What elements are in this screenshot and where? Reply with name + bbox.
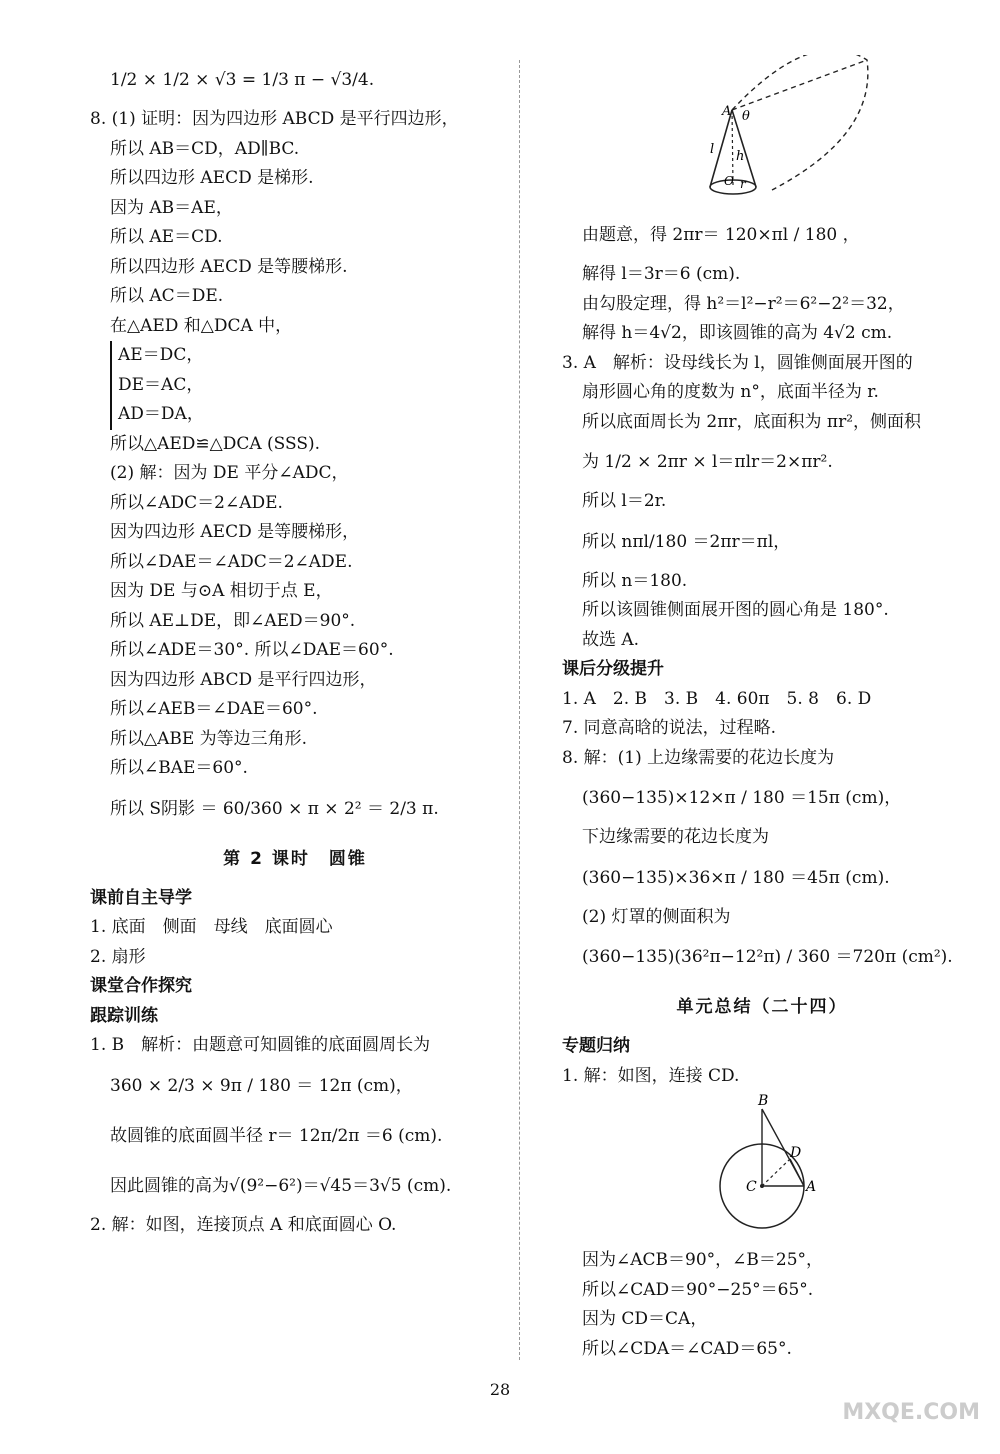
q8-line: 所以∠AEB＝∠DAE＝60°. xyxy=(110,699,318,719)
q8-line: 在△AED 和△DCA 中， xyxy=(110,315,293,336)
q8-line: 所以∠DAE＝∠ADC＝2∠ADE. xyxy=(110,551,353,572)
cone-label-l: l xyxy=(710,142,715,157)
heading-topic: 专题归纳 xyxy=(562,1036,630,1056)
page-number: 28 xyxy=(489,1380,511,1399)
solution-line: 解得 h＝4√2，即该圆锥的高为 4√2 cm. xyxy=(582,323,893,343)
q8-line: 所以四边形 AECD 是等腰梯形. xyxy=(110,256,348,277)
circle-label-a: A xyxy=(806,1179,817,1195)
unit-line: 因为∠ACB＝90°，∠B＝25°， xyxy=(582,1250,824,1270)
pre-line: 2. 扇形 xyxy=(90,946,146,967)
cone-label-a: A xyxy=(722,104,732,119)
answer-line: (360−135)×36×π / 180 ＝45π (cm). xyxy=(582,867,890,888)
heading-track: 跟踪训练 xyxy=(90,1005,158,1026)
q8-line: DE＝AC， xyxy=(118,374,204,395)
solution-line: 由勾股定理，得 h²＝l²−r²＝6²−2²＝32， xyxy=(582,293,905,314)
heading-class: 课堂合作探究 xyxy=(90,976,192,996)
equation-system xyxy=(110,341,500,430)
cone-figure xyxy=(692,55,952,205)
q8-line: 所以 AB＝CD，AD∥BC. xyxy=(110,138,300,159)
heading-preview: 课前自主导学 xyxy=(90,887,192,908)
q8-line: 所以∠ADC＝2∠ADE. xyxy=(110,492,283,513)
q8-line: 因为四边形 AECD 是等腰梯形， xyxy=(110,522,360,542)
q8-line: 因为 DE 与⊙A 相切于点 E， xyxy=(110,581,333,601)
q8-line: AD＝DA， xyxy=(118,404,204,424)
solution-line: 故选 A. xyxy=(582,629,640,650)
unit-title: 单元总结（二十四） xyxy=(676,997,848,1017)
q8-line: AE＝DC， xyxy=(118,345,204,365)
track-line: 2. 解：如图，连接顶点 A 和底面圆心 O. xyxy=(90,1214,397,1235)
q8-line: 8. (1) 证明：因为四边形 ABCD 是平行四边形， xyxy=(90,109,459,129)
area-expression: 1/2 × 1/2 × √3 = 1/3 π − √3/4. xyxy=(110,70,375,90)
answer-line: (360−135)×12×π / 180 ＝15π (cm)， xyxy=(582,788,902,808)
answer-line: (2) 灯罩的侧面积为 xyxy=(582,906,731,927)
column-divider xyxy=(519,60,520,1360)
unit-line: 所以∠CAD＝90°−25°＝65°. xyxy=(582,1279,814,1300)
solution-line: 所以底面周长为 2πr，底面积为 πr²，侧面积 xyxy=(582,411,922,432)
shaded-area-formula: 所以 S阴影 ＝ 60/360 × π × 2² ＝ 2/3 π. xyxy=(110,798,439,819)
pre-line: 1. 底面 侧面 母线 底面圆心 xyxy=(90,917,333,937)
q8-line: 所以∠BAE＝60°. xyxy=(110,758,248,778)
q8-line: 所以∠ADE＝30°. 所以∠DAE＝60°. xyxy=(110,640,394,660)
watermark: MXQE.COM xyxy=(842,1400,980,1425)
cone-label-theta: θ xyxy=(742,109,750,124)
solution-line: 由题意，得 2πr＝ 120×πl / 180 ， xyxy=(582,225,860,245)
q8-line: 因为四边形 ABCD 是平行四边形， xyxy=(110,669,377,690)
track-line: 360 × 2/3 × 9π / 180 ＝ 12π (cm)， xyxy=(110,1075,413,1096)
circle-figure xyxy=(682,1091,942,1241)
solution-line: 为 1/2 × 2πr × l＝πlr＝2×πr². xyxy=(582,452,833,472)
answer-line: (360−135)(36²π−12²π) / 360 ＝720π (cm²). xyxy=(582,947,953,967)
q8-line: 所以 AC＝DE. xyxy=(110,286,224,306)
solution-line: 所以 n＝180. xyxy=(582,570,688,591)
track-line: 因此圆锥的高为√(9²−6²)＝√45＝3√5 (cm). xyxy=(110,1175,452,1196)
cone-label-r: r xyxy=(740,177,746,191)
circle-label-c: C xyxy=(746,1179,757,1195)
solution-line: 解得 l＝3r＝6 (cm). xyxy=(582,264,741,284)
q8-line: 因为 AB＝AE， xyxy=(110,197,233,218)
section-title: 第 2 课时 圆锥 xyxy=(223,848,367,869)
unit-line: 1. 解：如图，连接 CD. xyxy=(562,1065,740,1086)
circle-label-b: B xyxy=(758,1093,769,1109)
q8-line: 所以四边形 AECD 是梯形. xyxy=(110,168,314,188)
track-line: 1. B 解析：由题意可知圆锥的底面圆周长为 xyxy=(90,1035,431,1055)
answer-line: 8. 解：(1) 上边缘需要的花边长度为 xyxy=(562,747,835,768)
q8-line: 所以 AE⊥DE，即∠AED＝90°. xyxy=(110,610,356,631)
left-column xyxy=(90,55,500,1240)
answer-line: 7. 同意高晗的说法，过程略. xyxy=(562,718,777,738)
heading-after: 课后分级提升 xyxy=(562,659,664,679)
solution-line: 3. A 解析：设母线长为 l，圆锥侧面展开图的 xyxy=(562,352,913,373)
q8-line: (2) 解：因为 DE 平分∠ADC， xyxy=(110,463,349,483)
right-column xyxy=(562,55,962,1364)
track-line: 故圆锥的底面圆半径 r＝ 12π/2π ＝6 (cm). xyxy=(110,1125,443,1146)
circle-label-d: D xyxy=(790,1145,802,1161)
answer-line: 1. A 2. B 3. B 4. 60π 5. 8 6. D xyxy=(562,688,872,709)
q8-line: 所以△ABE 为等边三角形. xyxy=(110,728,308,749)
cone-label-h: h xyxy=(736,149,745,164)
unit-line: 所以∠CDA＝∠CAD＝65°. xyxy=(582,1338,792,1359)
solution-line: 所以 l＝2r. xyxy=(582,491,667,511)
q8-line: 所以△AED≌△DCA (SSS). xyxy=(110,433,321,454)
q8-line: 所以 AE＝CD. xyxy=(110,227,223,247)
answer-line: 下边缘需要的花边长度为 xyxy=(582,827,769,847)
solution-line: 扇形圆心角的度数为 n°，底面半径为 r. xyxy=(582,382,879,402)
solution-line: 所以该圆锥侧面展开图的圆心角是 180°. xyxy=(582,600,889,620)
cone-label-o: O xyxy=(724,174,734,188)
solution-line: 所以 nπl/180 ＝2πr＝πl， xyxy=(582,531,791,552)
unit-line: 因为 CD＝CA， xyxy=(582,1309,708,1329)
